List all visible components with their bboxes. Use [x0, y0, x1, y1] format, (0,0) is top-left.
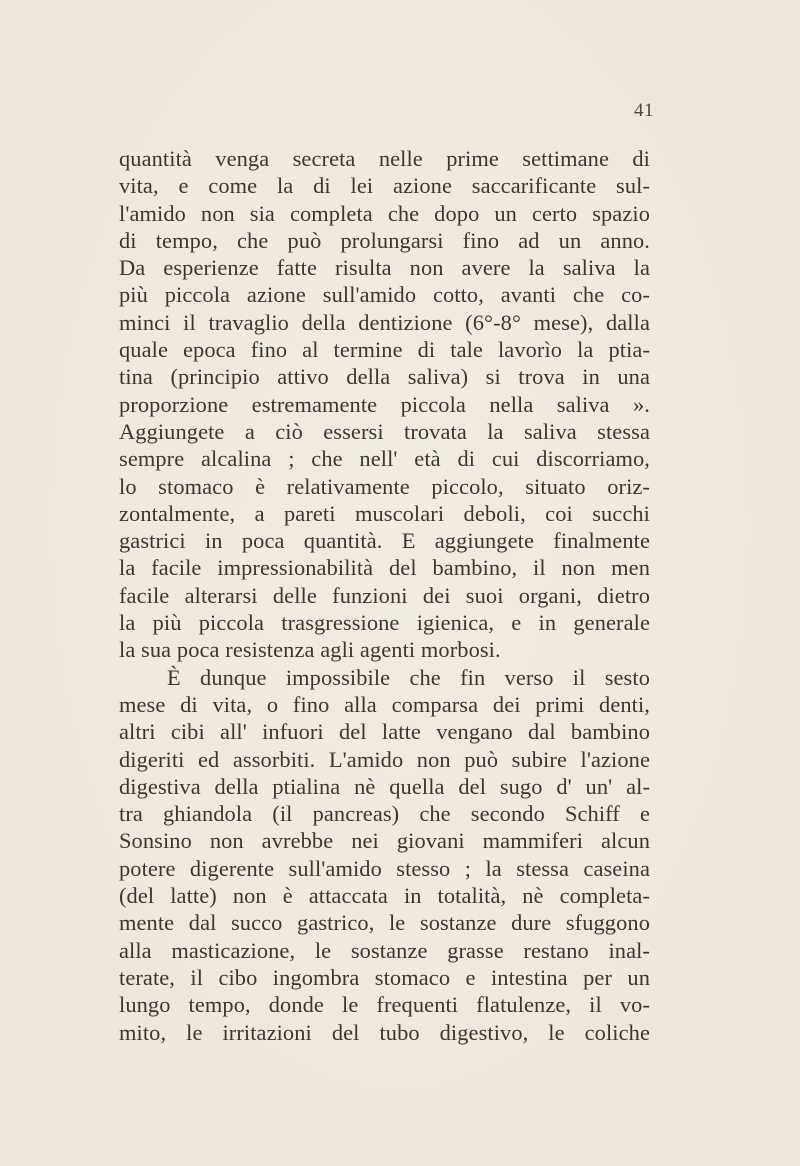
- text-line: di tempo, che può prolungarsi fino ad un anno.: [119, 227, 650, 253]
- text-line: zontalmente, a pareti muscolari deboli, coi succhi: [119, 500, 650, 526]
- text-line: quale epoca fino al termine di tale lavorìo la ptia-: [119, 337, 650, 363]
- text-line: lungo tempo, donde le frequenti flatulenze, il vo-: [119, 992, 650, 1018]
- text-line: mito, le irritazioni del tubo digestivo, le coliche: [119, 1019, 650, 1045]
- text-line: altri cibi all' infuori del latte vengano dal bambino: [119, 719, 650, 745]
- text-line: quantità venga secreta nelle prime settimane di: [119, 146, 650, 171]
- text-line: tra ghiandola (il pancreas) che secondo Schiff e: [119, 801, 650, 827]
- text-line: lo stomaco è relativamente piccolo, situato oriz-: [119, 473, 650, 499]
- text-line: l'amido non sia completa che dopo un certo spazio: [119, 200, 650, 226]
- text-line: minci il travaglio della dentizione (6°-8° mese), dalla: [119, 309, 650, 335]
- text-line: mente dal succo gastrico, le sostanze dure sfuggono: [119, 910, 650, 936]
- text-line: tina (principio attivo della saliva) si trova in una: [119, 364, 650, 390]
- text-line: Aggiungete a ciò essersi trovata la saliva stessa: [119, 418, 650, 444]
- text-line: vita, e come la di lei azione saccarificante sul-: [119, 173, 650, 199]
- text-line: mese di vita, o fino alla comparsa dei primi denti,: [119, 691, 650, 717]
- text-line: potere digerente sull'amido stesso ; la stessa caseina: [119, 855, 650, 881]
- page-number: 41: [634, 100, 654, 121]
- text-line: più piccola azione sull'amido cotto, avanti che co-: [119, 282, 650, 308]
- text-line: sempre alcalina ; che nell' età di cui discorriamo,: [119, 446, 650, 472]
- text-line: digeriti ed assorbiti. L'amido non può subire l'azione: [119, 746, 650, 772]
- text-line: la sua poca resistenza agli agenti morbosi.: [119, 637, 501, 663]
- text-line: terate, il cibo ingombra stomaco e intestina per un: [119, 964, 650, 990]
- text-line: gastrici in poca quantità. E aggiungete finalmente: [119, 528, 650, 554]
- text-line: (del latte) non è attaccata in totalità, nè completa-: [119, 883, 650, 909]
- text-line: facile alterarsi delle funzioni dei suoi organi, dietro: [119, 582, 650, 608]
- text-line: Sonsino non avrebbe nei giovani mammiferi alcun: [119, 828, 650, 854]
- text-line: digestiva della ptialina nè quella del sugo d' un' al-: [119, 773, 650, 799]
- text-line: proporzione estremamente piccola nella saliva ».: [119, 391, 650, 417]
- text-line: alla masticazione, le sostanze grasse restano inal-: [119, 937, 650, 963]
- text-line: È dunque impossibile che fin verso il sesto: [167, 664, 650, 690]
- text-line: Da esperienze fatte risulta non avere la saliva la: [119, 255, 650, 281]
- body-text: [119, 145, 650, 1046]
- text-line: la facile impressionabilità del bambino, il non men: [119, 555, 650, 581]
- text-line: la più piccola trasgressione igienica, e in generale: [119, 610, 650, 636]
